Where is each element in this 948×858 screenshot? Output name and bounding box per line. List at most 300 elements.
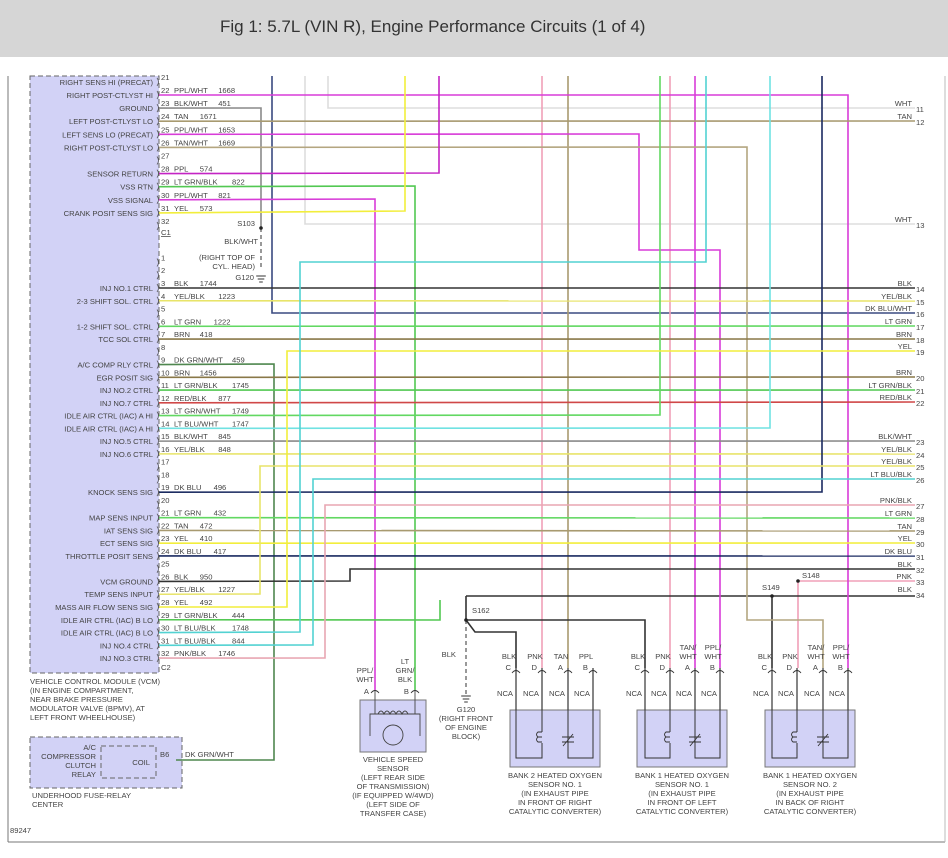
pin-function-label: 1-2 SHIFT SOL. CTRL xyxy=(76,322,153,332)
relay-name: COMPRESSOR xyxy=(41,752,96,761)
wire-color-label: LT BLU/WHT xyxy=(174,419,219,429)
ground-icon xyxy=(461,696,471,702)
sensor-wire-label: BLK xyxy=(501,652,517,661)
splice-label: S162 xyxy=(472,606,490,615)
pin-number: 26 xyxy=(161,138,170,148)
pin-letter: D xyxy=(659,663,665,672)
circuit-number: 1227 xyxy=(218,585,236,595)
circuit-number: 496 xyxy=(213,483,227,493)
nca-label: NCA xyxy=(803,689,821,698)
terminal-number: 34 xyxy=(916,591,925,600)
oxygen-sensor-label: IN FRONT OF LEFT xyxy=(647,798,717,807)
sensor-wire-label: PNK xyxy=(655,652,671,661)
circuit-number: 1653 xyxy=(218,125,236,135)
nca-label: NCA xyxy=(548,689,566,698)
terminal-number: 24 xyxy=(916,451,925,460)
vss-label: (LEFT REAR SIDE xyxy=(361,773,425,782)
pin-letter: A xyxy=(812,663,818,672)
sensor-wire-label: BLK xyxy=(630,652,646,661)
pin-number: 23 xyxy=(161,534,170,544)
nca-label: NCA xyxy=(496,689,514,698)
ground-location: (RIGHT FRONT xyxy=(438,714,494,723)
terminal-number: 20 xyxy=(916,374,925,383)
terminal-number: 13 xyxy=(916,221,925,230)
connector-c1-label: C1 xyxy=(161,228,171,237)
circuit-number: 845 xyxy=(218,432,231,442)
wire-color-label: PPL/WHT xyxy=(174,190,208,200)
wire-color-label: LT GRN/BLK xyxy=(174,610,218,620)
circuit-number: 1747 xyxy=(232,419,249,429)
pin-number: 29 xyxy=(161,177,170,187)
sensor-wire-label: PPL xyxy=(578,652,594,661)
wire-c2-pin-19 xyxy=(159,76,822,492)
wire-color-label: BLK xyxy=(174,572,189,582)
pin-function-label: A/C COMP RLY CTRL xyxy=(77,360,153,370)
pin-letter: D xyxy=(786,663,792,672)
terminal-number: 14 xyxy=(916,285,925,294)
wire-c2-pin-12 xyxy=(159,402,915,403)
terminal-number: 25 xyxy=(916,463,925,472)
wire-color-label: RED/BLK xyxy=(174,393,207,403)
terminal-wire-label: LT GRN xyxy=(884,317,912,326)
pin-function-label: RIGHT POST-CTLYST HI xyxy=(66,91,153,100)
pin-number: 7 xyxy=(161,330,166,340)
pin-function-label: CRANK POSIT SENS SIG xyxy=(63,208,153,218)
wire-c2-pin-30 xyxy=(159,76,706,633)
wire-color-label: DK BLU xyxy=(174,483,202,493)
relay-wire-label: DK GRN/WHT xyxy=(185,750,234,759)
terminal-number: 21 xyxy=(916,387,925,396)
nca-label: NCA xyxy=(777,689,795,698)
pin-function-label: TCC SOL CTRL xyxy=(98,335,153,345)
sensor-wire-label: TAN/ xyxy=(679,643,697,652)
pin-function-label: THROTTLE POSIT SENS xyxy=(65,551,153,561)
terminal-wire-label: PNK/BLK xyxy=(879,496,912,505)
splice-s103 xyxy=(259,226,263,230)
wire-color-label: BRN xyxy=(174,330,191,340)
terminal-number: 17 xyxy=(916,323,925,332)
pin-number: 11 xyxy=(161,381,169,391)
pin-number: 6 xyxy=(161,317,166,327)
pin-number: 27 xyxy=(161,151,170,161)
circuit-number: 1223 xyxy=(218,291,236,301)
wire-color-label: BLK/WHT xyxy=(174,432,208,442)
terminal-wire-label: LT BLU/BLK xyxy=(870,470,912,479)
pin-number: 22 xyxy=(161,521,170,531)
circuit-number: 459 xyxy=(232,355,245,365)
vcm-description: LEFT FRONT WHEELHOUSE) xyxy=(30,713,136,722)
terminal-number: 15 xyxy=(916,298,925,307)
pin-function-label: RIGHT SENS HI (PRECAT) xyxy=(59,77,153,87)
splice-label: S149 xyxy=(762,583,780,592)
pin-letter: A xyxy=(363,687,369,696)
pin-function-label: RIGHT POST-CTLYST LO xyxy=(63,143,153,153)
pin-number: 4 xyxy=(161,291,166,301)
nca-label: NCA xyxy=(573,689,591,698)
pin-function-label: LEFT POST-CTLYST LO xyxy=(69,117,153,127)
circuit-number: 877 xyxy=(218,393,231,403)
pin-function-label: KNOCK SENS SIG xyxy=(88,488,153,498)
terminal-wire-label: YEL/BLK xyxy=(881,457,912,466)
vss-wire-label: LT xyxy=(400,657,410,666)
circuit-number: 950 xyxy=(199,572,213,582)
pin-number: 29 xyxy=(161,610,170,620)
terminal-wire-label: WHT xyxy=(894,215,912,224)
pin-number: 23 xyxy=(161,99,170,109)
pin-function-label: TEMP SENS INPUT xyxy=(84,590,153,600)
circuit-number: 1222 xyxy=(213,317,231,327)
wire-color-label: YEL/BLK xyxy=(174,291,205,301)
sensor-wire-label: PNK xyxy=(782,652,798,661)
wire-wht-13 xyxy=(305,76,915,224)
pin-function-label: INJ NO.2 CTRL xyxy=(99,386,153,396)
wire-color-label: DK GRN/WHT xyxy=(174,355,223,365)
oxygen-sensor-label: SENSOR NO. 1 xyxy=(654,780,710,789)
connector-c2-label: C2 xyxy=(161,663,171,672)
pin-number: 27 xyxy=(161,585,170,595)
circuit-number: 1671 xyxy=(199,112,217,122)
terminal-wire-label: LT GRN/BLK xyxy=(868,381,912,390)
vss-wire-label: WHT xyxy=(356,675,374,684)
oxygen-sensor-label: SENSOR NO. 1 xyxy=(527,780,583,789)
figure-title: Fig 1: 5.7L (VIN R), Engine Performance Circuits (1 of 4) xyxy=(220,17,646,36)
vcm-description: (IN ENGINE COMPARTMENT, xyxy=(30,686,134,695)
circuit-number: 1456 xyxy=(199,368,217,378)
terminal-number: 31 xyxy=(916,553,925,562)
ground-location: OF ENGINE xyxy=(445,723,487,732)
nca-label: NCA xyxy=(828,689,846,698)
terminal-wire-label: BLK xyxy=(897,585,912,594)
figure-id: 89247 xyxy=(10,826,32,835)
pin-letter: B xyxy=(582,663,588,672)
sensor-wire-label: PPL/ xyxy=(704,643,722,652)
terminal-wire-label: LT GRN xyxy=(884,509,912,518)
terminal-wire-label: YEL/BLK xyxy=(881,292,912,301)
pin-function-label: INJ NO.1 CTRL xyxy=(99,284,153,293)
sensor-wire-label: PNK xyxy=(527,652,543,661)
pin-number: 19 xyxy=(161,483,170,493)
pin-number: 8 xyxy=(161,342,166,352)
terminal-number: 12 xyxy=(916,118,925,127)
terminal-wire-label: TAN xyxy=(897,522,912,531)
pin-letter: B xyxy=(709,663,715,672)
wire-color-label: LT GRN/WHT xyxy=(174,406,221,416)
terminal-wire-label: WHT xyxy=(894,99,912,108)
pin-function-label: VSS RTN xyxy=(120,182,153,192)
pin-number: 24 xyxy=(161,112,170,122)
pin-number: 32 xyxy=(161,649,170,659)
sensor-wire-label: TAN xyxy=(553,652,569,661)
terminal-number: 32 xyxy=(916,566,925,575)
terminal-number: 30 xyxy=(916,540,925,549)
pin-number: 18 xyxy=(161,470,170,480)
pin-number: 20 xyxy=(161,495,170,505)
circuit-number: 418 xyxy=(199,330,213,340)
terminal-wire-label: BLK/WHT xyxy=(878,432,912,441)
wire-color-label: LT GRN xyxy=(174,508,202,518)
wire-color-label: YEL xyxy=(174,534,189,544)
wire-color-label: YEL/BLK xyxy=(174,585,205,595)
vss-rotor-icon xyxy=(383,725,403,745)
terminal-number: 29 xyxy=(916,528,925,537)
pin-number: 16 xyxy=(161,444,170,454)
pin-number: 31 xyxy=(161,636,170,646)
pin-function-label: SENSOR RETURN xyxy=(87,169,153,179)
circuit-number: 444 xyxy=(232,610,245,620)
wire-color-label: YEL xyxy=(174,203,189,213)
pin-function-label: MAP SENS INPUT xyxy=(89,513,153,523)
oxygen-sensor-label: CATALYTIC CONVERTER) xyxy=(635,807,729,816)
pin-letter: A xyxy=(684,663,690,672)
splice-s149 xyxy=(770,594,774,598)
vcm-description: NEAR BRAKE PRESSURE xyxy=(30,695,123,704)
pin-number: 3 xyxy=(161,279,166,288)
terminal-number: 26 xyxy=(916,476,925,485)
terminal-number: 16 xyxy=(916,310,925,319)
terminal-wire-label: TAN xyxy=(897,112,912,121)
circuit-number: 1744 xyxy=(199,279,217,288)
wire-color-label: LT BLU/BLK xyxy=(174,636,216,646)
wire-color-label: BRN xyxy=(174,368,191,378)
vss-wire-label: GRN/ xyxy=(395,666,415,675)
circuit-number: 451 xyxy=(218,99,231,109)
pin-number: 25 xyxy=(161,559,170,569)
circuit-number: 1669 xyxy=(218,138,236,148)
vss-label: OF TRANSMISSION) xyxy=(356,782,430,791)
sensor-wire-label: WHT xyxy=(704,652,722,661)
pin-number: 31 xyxy=(161,203,170,213)
ground-wire-label: BLK xyxy=(441,650,456,659)
wire-color-label: YEL/BLK xyxy=(174,444,205,454)
pin-function-label: IDLE AIR CTRL (IAC) A HI xyxy=(64,424,153,434)
pin-function-label: IDLE AIR CTRL (IAC) A HI xyxy=(64,411,153,421)
terminal-wire-label: YEL xyxy=(897,342,912,351)
relay-name: RELAY xyxy=(71,770,96,779)
oxygen-sensor-label: (IN EXHAUST PIPE xyxy=(776,789,844,798)
pin-number: 30 xyxy=(161,623,170,633)
terminal-number: 11 xyxy=(916,105,924,114)
terminal-wire-label: YEL xyxy=(897,534,912,543)
circuit-number: 432 xyxy=(213,508,227,518)
pin-number: 5 xyxy=(161,304,166,314)
oxygen-sensor-label: BANK 2 HEATED OXYGEN xyxy=(508,771,602,780)
wire-color-label: TAN xyxy=(174,112,189,122)
oxygen-sensor-label: (IN EXHAUST PIPE xyxy=(648,789,716,798)
terminal-wire-label: RED/BLK xyxy=(879,393,912,402)
pin-function-label: IAT SENS SIG xyxy=(103,526,153,536)
circuit-number: 822 xyxy=(232,177,245,187)
ground-location: BLOCK) xyxy=(451,732,481,741)
terminal-number: 33 xyxy=(916,578,925,587)
pin-letter: D xyxy=(531,663,537,672)
pin-number: 12 xyxy=(161,393,170,403)
pin-letter: B xyxy=(403,687,409,696)
pin-number: 28 xyxy=(161,598,170,607)
ground-icon xyxy=(256,276,266,282)
circuit-number: 573 xyxy=(199,203,213,213)
pin-number: 10 xyxy=(161,368,170,378)
pin-number: 21 xyxy=(161,508,170,518)
circuit-number: 848 xyxy=(218,444,231,454)
circuit-number: 844 xyxy=(232,636,245,646)
terminal-number: 28 xyxy=(916,515,925,524)
terminal-wire-label: BLK xyxy=(897,560,912,569)
circuit-number: 1749 xyxy=(232,406,249,416)
wire-color-label: PNK/BLK xyxy=(174,649,207,659)
wire-color-label: PPL/WHT xyxy=(174,86,208,95)
pin-number: 14 xyxy=(161,419,170,429)
wire-color-label: TAN xyxy=(174,521,189,531)
pin-function-label: VCM GROUND xyxy=(100,577,153,587)
pin-function-label: INJ NO.7 CTRL xyxy=(99,398,153,408)
wire-color-label: DK BLU xyxy=(174,546,202,556)
pin-number: 24 xyxy=(161,546,170,556)
pin-function-label: IDLE AIR CTRL (IAC) B LO xyxy=(60,615,153,625)
sensor-wire-label: WHT xyxy=(807,652,825,661)
pin-number: 9 xyxy=(161,355,166,365)
nca-label: NCA xyxy=(625,689,643,698)
wire-color-label: YEL xyxy=(174,598,189,607)
pin-number: 1 xyxy=(161,253,166,263)
vss-wire-label: BLK xyxy=(397,675,413,684)
splice-s148 xyxy=(796,579,800,583)
pin-function-label: INJ NO.4 CTRL xyxy=(99,641,153,651)
relay-coil-label: COIL xyxy=(132,758,150,767)
circuit-number: 417 xyxy=(213,546,227,556)
pin-function-label: LEFT SENS LO (PRECAT) xyxy=(62,130,153,140)
terminal-number: 19 xyxy=(916,348,925,357)
pin-number: 21 xyxy=(161,72,170,82)
wire-color-label: BLK xyxy=(174,279,189,288)
wire-color-label: LT GRN/BLK xyxy=(174,381,218,391)
wire-color-label: LT GRN/BLK xyxy=(174,177,218,187)
vss-label: SENSOR xyxy=(376,764,410,773)
splice-label: S103 xyxy=(237,219,255,228)
terminal-wire-label: BLK xyxy=(897,279,912,288)
wire-c2-pin-22 xyxy=(159,530,915,531)
pin-letter: C xyxy=(761,663,767,672)
oxygen-sensor-label: CATALYTIC CONVERTER) xyxy=(508,807,602,816)
circuit-number: 1745 xyxy=(232,381,249,391)
ground-wire-label: BLK/WHT xyxy=(224,237,258,246)
wire-color-label: PPL/WHT xyxy=(174,125,208,135)
wire-c1-pin-22 xyxy=(159,95,848,668)
pin-number: 25 xyxy=(161,125,170,135)
pin-function-label: EGR POSIT SIG xyxy=(96,373,153,383)
nca-label: NCA xyxy=(752,689,770,698)
oxygen-sensor-label: IN FRONT OF RIGHT xyxy=(517,798,593,807)
terminal-wire-label: DK BLU xyxy=(884,547,912,556)
nca-label: NCA xyxy=(675,689,693,698)
pin-number: 15 xyxy=(161,432,170,442)
pin-letter: B xyxy=(837,663,843,672)
terminal-wire-label: BRN xyxy=(895,368,912,377)
pin-function-label: MASS AIR FLOW SENS SIG xyxy=(55,603,153,612)
ground-id: G120 xyxy=(235,273,254,282)
ground-location: CYL. HEAD) xyxy=(212,262,255,271)
relay-pin: B6 xyxy=(160,750,170,759)
wire-c1-pin-26 xyxy=(159,147,823,668)
nca-label: NCA xyxy=(700,689,718,698)
pin-function-label: ECT SENS SIG xyxy=(99,539,153,549)
sensor-wire-label: WHT xyxy=(832,652,850,661)
oxygen-sensor-label: BANK 1 HEATED OXYGEN xyxy=(763,771,857,780)
terminal-wire-label: PNK xyxy=(896,572,912,581)
sensor-wire-label: WHT xyxy=(679,652,697,661)
sensor-wire-label: PPL/ xyxy=(832,643,850,652)
pin-function-label: INJ NO.6 CTRL xyxy=(99,449,153,459)
nca-label: NCA xyxy=(650,689,668,698)
circuit-number: 1668 xyxy=(218,86,236,95)
circuit-number: 821 xyxy=(218,190,231,200)
circuit-number: 492 xyxy=(199,598,213,607)
pin-number: 22 xyxy=(161,86,170,95)
splice-label: S148 xyxy=(802,571,820,580)
splice-s162 xyxy=(464,618,468,622)
vcm-description: MODULATOR VALVE (BPMV), AT xyxy=(30,704,145,713)
wire-color-label: LT GRN xyxy=(174,317,202,327)
vss-label: (IF EQUIPPED W/4WD) xyxy=(352,791,434,800)
pin-letter: C xyxy=(505,663,511,672)
pin-function-label: INJ NO.3 CTRL xyxy=(99,654,153,664)
relay-location: UNDERHOOD FUSE-RELAY xyxy=(32,791,132,800)
oxygen-sensor-label: CATALYTIC CONVERTER) xyxy=(763,807,857,816)
relay-location: CENTER xyxy=(32,800,64,809)
pin-number: 30 xyxy=(161,190,170,200)
pin-number: 32 xyxy=(161,217,170,226)
terminal-wire-label: BRN xyxy=(895,330,912,339)
pin-letter: A xyxy=(557,663,563,672)
relay-name: CLUTCH xyxy=(65,761,96,770)
circuit-number: 472 xyxy=(199,521,213,531)
pin-number: 2 xyxy=(161,266,166,276)
vss-label: VEHICLE SPEED xyxy=(362,755,424,764)
circuit-number: 1746 xyxy=(218,649,236,659)
pin-function-label: GROUND xyxy=(119,104,153,114)
pin-function-label: VSS SIGNAL xyxy=(107,195,153,205)
wire-wht-11 xyxy=(328,76,915,108)
vcm-description: VEHICLE CONTROL MODULE (VCM) xyxy=(30,677,161,686)
terminal-wire-label: DK BLU/WHT xyxy=(865,304,912,313)
pin-function-label: IDLE AIR CTRL (IAC) B LO xyxy=(60,628,153,638)
terminal-number: 22 xyxy=(916,399,925,408)
wire-dk-blu-wht xyxy=(272,76,915,313)
wire-color-label: BLK/WHT xyxy=(174,99,208,109)
terminal-wire-label: YEL/BLK xyxy=(881,445,912,454)
nca-label: NCA xyxy=(522,689,540,698)
wire-color-label: LT BLU/BLK xyxy=(174,623,216,633)
ground-id: G120 xyxy=(456,705,476,714)
vss-label: (LEFT SIDE OF xyxy=(366,800,420,809)
pin-number: 26 xyxy=(161,572,170,582)
pin-number: 17 xyxy=(161,457,170,467)
vss-label: TRANSFER CASE) xyxy=(359,809,427,818)
wire-color-label: TAN/WHT xyxy=(174,138,209,148)
circuit-number: 410 xyxy=(199,534,213,544)
relay-name: A/C xyxy=(83,743,96,752)
terminal-number: 23 xyxy=(916,438,925,447)
terminal-number: 18 xyxy=(916,336,925,345)
pin-number: 13 xyxy=(161,406,170,416)
oxygen-sensor-label: BANK 1 HEATED OXYGEN xyxy=(635,771,729,780)
wire-color-label: PPL xyxy=(174,164,189,174)
pin-function-label: 2-3 SHIFT SOL. CTRL xyxy=(76,296,153,306)
sensor-wire-label: BLK xyxy=(757,652,773,661)
terminal-number: 27 xyxy=(916,502,925,511)
ground-location: (RIGHT TOP OF xyxy=(199,253,255,262)
wire-c1-pin-25 xyxy=(159,134,720,668)
sensor-wire-label: TAN/ xyxy=(807,643,825,652)
